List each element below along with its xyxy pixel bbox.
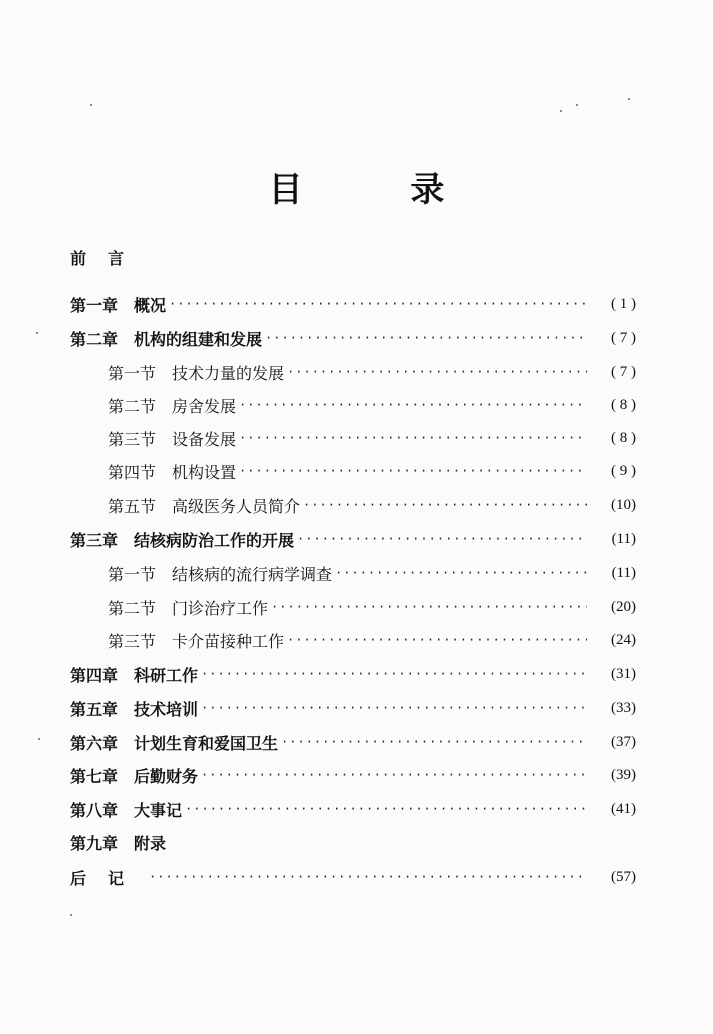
entry-page: (20)	[611, 598, 636, 615]
toc-entry-chapter-6	[70, 730, 636, 754]
entry-number: 第四节	[108, 462, 157, 482]
entry-number: 第五节	[108, 496, 157, 516]
entry-page: (33)	[611, 699, 636, 716]
toc-entry-chapter-1	[70, 292, 636, 316]
toc-entry-section-2-3	[108, 426, 636, 450]
entry-title: 计划生育和爱国卫生	[134, 733, 279, 753]
entry-title: 结核病的流行病学调查	[172, 564, 333, 584]
toc-entry-chapter-3	[70, 527, 636, 551]
entry-title: 技术培训	[134, 699, 199, 719]
entry-page: ( 8 )	[611, 396, 636, 413]
entry-title: 机构的组建和发展	[134, 329, 263, 349]
entry-title: 后勤财务	[134, 766, 199, 786]
toc-entry-section-2-5	[108, 493, 636, 517]
toc-entry-chapter-5	[70, 696, 636, 720]
dot-leader	[271, 595, 587, 619]
toc-entry-section-3-1	[108, 561, 636, 585]
entry-title: 设备发展	[172, 429, 237, 449]
entry-number: 第七章	[70, 766, 119, 786]
toc-entry-chapter-2	[70, 326, 636, 350]
entry-page: ( 7 )	[611, 329, 636, 346]
scan-speck	[70, 914, 72, 916]
entry-number: 第二节	[108, 396, 157, 416]
toc-entry-afterword	[70, 865, 636, 889]
dot-leader	[169, 292, 587, 316]
dot-leader	[297, 527, 587, 551]
entry-page: (37)	[611, 733, 636, 750]
entry-number: 前言	[70, 248, 147, 268]
entry-page: (11)	[611, 564, 636, 581]
toc-entry-chapter-9	[70, 830, 636, 854]
entry-page: ( 9 )	[611, 462, 636, 479]
entry-page: ( 1 )	[611, 295, 636, 312]
toc-entry-section-2-2	[108, 393, 636, 417]
scan-speck	[38, 738, 40, 740]
entry-number: 第五章	[70, 699, 119, 719]
entry-page: (24)	[611, 631, 636, 648]
entry-title: 附录	[134, 833, 167, 853]
entry-number: 第一节	[108, 564, 157, 584]
toc-entry-section-3-2	[108, 595, 636, 619]
entry-title: 机构设置	[172, 462, 237, 482]
entry-number: 第二章	[70, 329, 119, 349]
dot-leader	[287, 360, 587, 384]
entry-title: 概况	[134, 295, 167, 315]
scan-speck	[36, 332, 38, 334]
scan-speck	[560, 110, 562, 112]
toc-entry-section-2-1	[108, 360, 636, 384]
entry-title: 科研工作	[134, 665, 199, 685]
entry-page: (11)	[611, 530, 636, 547]
dot-leader	[201, 763, 587, 787]
entry-number: 第九章	[70, 833, 119, 853]
toc-entry-chapter-7	[70, 763, 636, 787]
entry-number: 后记	[70, 868, 147, 888]
dot-leader	[201, 662, 587, 686]
entry-page: ( 7 )	[611, 363, 636, 380]
entry-number: 第一节	[108, 363, 157, 383]
entry-number: 第四章	[70, 665, 119, 685]
dot-leader	[149, 865, 587, 889]
dot-leader	[185, 797, 587, 821]
entry-title: 结核病防治工作的开展	[134, 530, 295, 550]
page-title: 目 录	[268, 170, 493, 210]
dot-leader	[303, 493, 587, 517]
entry-page: (41)	[611, 800, 636, 817]
entry-page: ( 8 )	[611, 429, 636, 446]
entry-number: 第二节	[108, 598, 157, 618]
toc-entry-section-3-3	[108, 628, 636, 652]
entry-title: 卡介苗接种工作	[172, 631, 285, 651]
toc-entry-preface	[70, 245, 636, 269]
dot-leader	[201, 696, 587, 720]
entry-page: (39)	[611, 766, 636, 783]
entry-number: 第一章	[70, 295, 119, 315]
scan-speck	[576, 104, 578, 106]
dot-leader	[335, 561, 587, 585]
scan-speck	[628, 98, 630, 100]
dot-leader	[239, 393, 587, 417]
toc-entry-chapter-4	[70, 662, 636, 686]
entry-title: 大事记	[134, 800, 183, 820]
entry-number: 第三章	[70, 530, 119, 550]
dot-leader	[239, 459, 587, 483]
entry-page: (10)	[611, 496, 636, 513]
entry-number: 第六章	[70, 733, 119, 753]
entry-number: 第八章	[70, 800, 119, 820]
entry-number: 第三节	[108, 631, 157, 651]
dot-leader	[239, 426, 587, 450]
dot-leader	[265, 326, 587, 350]
toc-entry-chapter-8	[70, 797, 636, 821]
toc-entry-section-2-4	[108, 459, 636, 483]
entry-title: 门诊治疗工作	[172, 598, 269, 618]
entry-title: 高级医务人员简介	[172, 496, 301, 516]
entry-page: (57)	[611, 868, 636, 885]
dot-leader	[287, 628, 587, 652]
entry-title: 技术力量的发展	[172, 363, 285, 383]
entry-title: 房舍发展	[172, 396, 237, 416]
entry-number: 第三节	[108, 429, 157, 449]
scan-speck	[90, 104, 92, 106]
entry-page: (31)	[611, 665, 636, 682]
dot-leader	[281, 730, 587, 754]
